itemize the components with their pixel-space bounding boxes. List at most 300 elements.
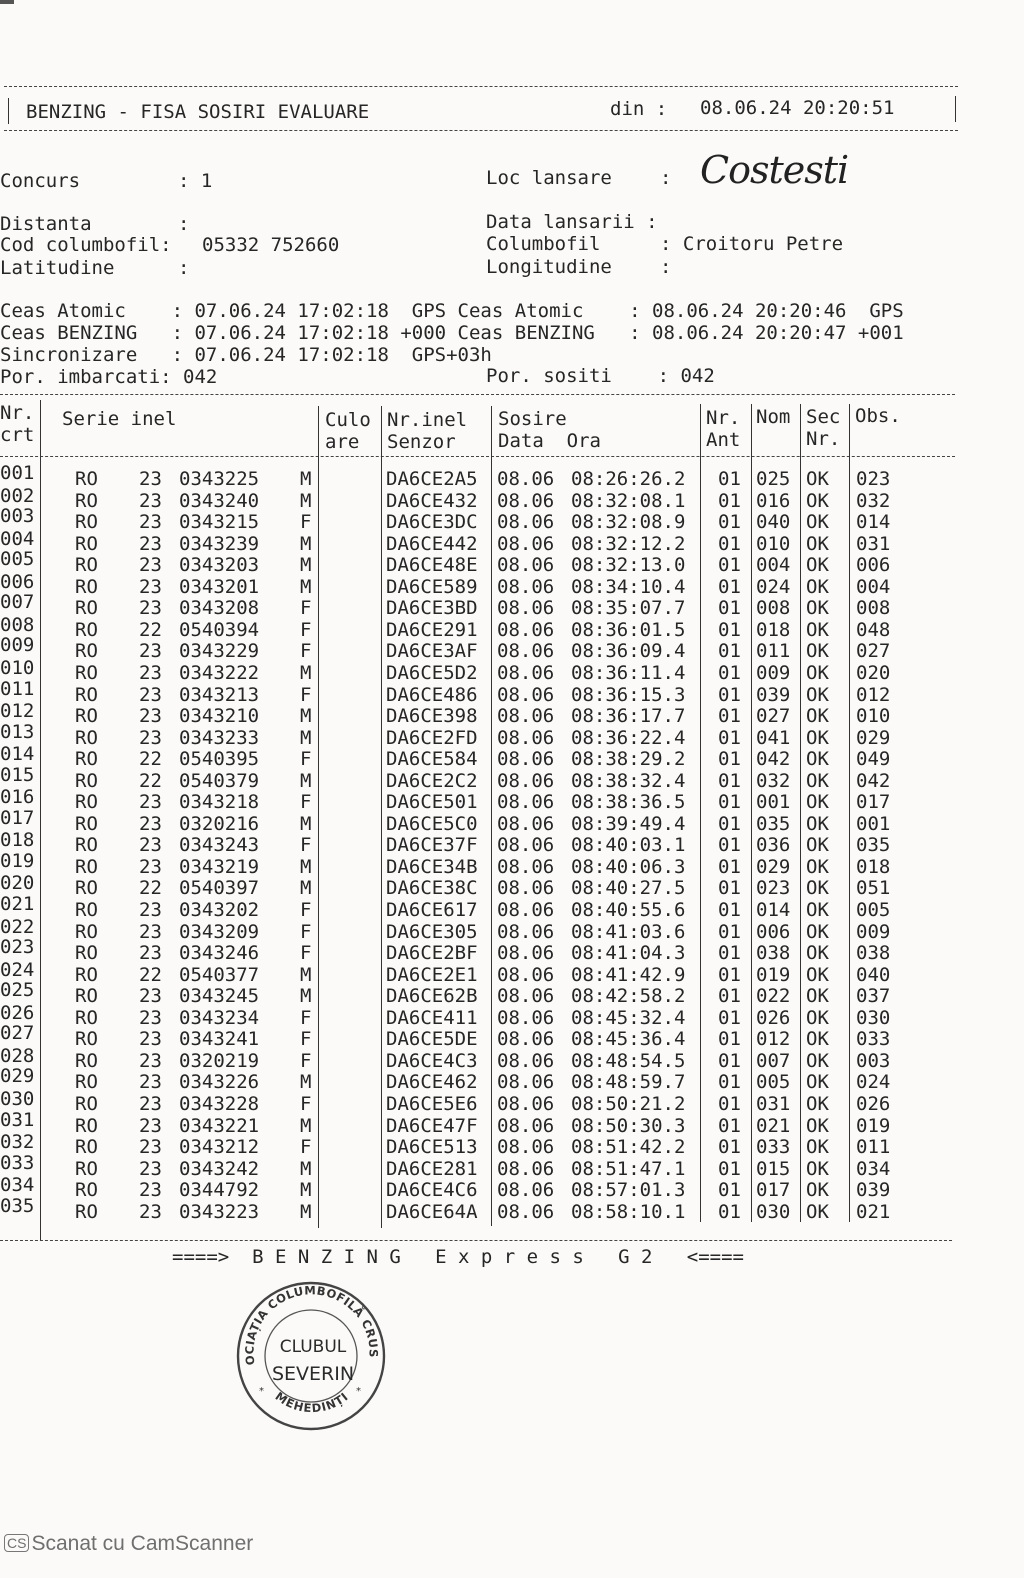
row-arrival-time: 08:40:55.6 — [571, 899, 686, 921]
row-obs: 042 — [856, 769, 891, 792]
row-sex: M — [300, 769, 312, 792]
row-arrival-date: 08.06 — [497, 963, 555, 986]
porumbei-sositi: Por. sositi : 042 — [486, 365, 715, 387]
row-nr: 034 — [0, 1174, 35, 1197]
col-nom-header: Nom — [756, 406, 791, 428]
table-row — [0, 1151, 1024, 1180]
row-obs: 034 — [856, 1157, 891, 1180]
row-ring-number: 0343229 — [179, 640, 260, 663]
row-sex: F — [300, 791, 312, 814]
row-country: RO — [75, 899, 98, 921]
row-sensor-id: DA6CE291 — [386, 618, 478, 641]
table-header-rule — [0, 456, 955, 457]
row-antenna: 01 — [718, 855, 741, 878]
row-nr: 026 — [0, 1001, 35, 1024]
row-arrival-date: 08.06 — [497, 855, 555, 878]
row-sex: F — [300, 834, 312, 857]
row-nr: 007 — [0, 591, 35, 614]
row-sec: OK — [806, 705, 829, 728]
row-arrival-date: 08.06 — [497, 705, 555, 728]
row-sec: OK — [806, 468, 829, 490]
row-nr: 003 — [0, 505, 35, 528]
row-sensor-id: DA6CE34B — [386, 855, 478, 878]
row-country: RO — [75, 532, 98, 555]
row-antenna: 01 — [718, 769, 741, 792]
row-sensor-id: DA6CE5DE — [386, 1028, 478, 1051]
row-nom: 015 — [756, 1157, 791, 1180]
row-sex: F — [300, 1049, 312, 1072]
row-sex: M — [300, 855, 312, 878]
row-antenna: 01 — [718, 1092, 741, 1115]
row-sex: F — [300, 618, 312, 641]
row-year: 23 — [139, 575, 162, 598]
row-sec: OK — [806, 575, 829, 598]
row-arrival-time: 08:35:07.7 — [571, 597, 686, 620]
row-nom: 036 — [756, 834, 791, 857]
row-antenna: 01 — [718, 597, 741, 620]
row-obs: 031 — [856, 532, 891, 555]
row-sex: M — [300, 554, 312, 577]
table-row — [0, 915, 1024, 943]
row-nr: 017 — [0, 806, 35, 829]
row-sensor-id: DA6CE486 — [386, 683, 478, 706]
row-country: RO — [75, 1092, 98, 1115]
row-nr: 025 — [0, 979, 35, 1002]
row-sec: OK — [806, 769, 829, 792]
col-nr-header-2: crt — [0, 424, 35, 446]
row-nom: 008 — [756, 597, 791, 620]
row-antenna: 01 — [718, 748, 741, 771]
row-sex: F — [300, 1028, 312, 1051]
row-ring-number: 0343225 — [179, 468, 260, 490]
col-ant-header-1: Nr. — [706, 407, 741, 429]
row-obs: 027 — [856, 640, 891, 663]
row-ring-number: 0343222 — [179, 661, 260, 684]
table-row — [0, 527, 1024, 555]
row-year: 23 — [139, 597, 162, 620]
row-sex: M — [300, 877, 312, 900]
latitudine-label: Latitudine — [0, 257, 115, 279]
row-obs: 012 — [856, 683, 891, 706]
row-sec: OK — [806, 661, 829, 684]
row-obs: 040 — [856, 963, 891, 986]
row-sensor-id: DA6CE513 — [386, 1136, 478, 1159]
row-sensor-id: DA6CE62B — [386, 985, 478, 1008]
table-row — [0, 849, 1024, 878]
row-nom: 038 — [756, 942, 791, 965]
row-year: 23 — [139, 1157, 162, 1180]
row-ring-number: 0343233 — [179, 726, 260, 749]
row-sensor-id: DA6CE38C — [386, 877, 478, 900]
row-sec: OK — [806, 683, 829, 706]
row-sec: OK — [806, 791, 829, 814]
row-arrival-time: 08:50:21.2 — [571, 1092, 686, 1115]
row-obs: 037 — [856, 985, 891, 1008]
ceas-atomic-line: Ceas Atomic : 07.06.24 17:02:18 GPS Ceas Atomic : 08.06.24 20:20:46 GPS — [0, 300, 904, 322]
row-sex: M — [300, 1179, 312, 1202]
row-obs: 033 — [856, 1028, 891, 1051]
row-sec: OK — [806, 1179, 829, 1202]
row-nr: 006 — [0, 570, 35, 593]
row-country: RO — [75, 618, 98, 641]
row-ring-number: 0540395 — [179, 748, 260, 771]
row-nom: 017 — [756, 1179, 791, 1202]
header-bottom-rule — [4, 130, 958, 131]
row-arrival-time: 08:48:59.7 — [571, 1071, 686, 1094]
row-year: 23 — [139, 985, 162, 1008]
row-obs: 021 — [856, 1200, 891, 1223]
row-obs: 003 — [856, 1049, 891, 1072]
col-ant-header-2: Ant — [706, 429, 741, 451]
row-sensor-id: DA6CE3BD — [386, 597, 478, 620]
loc-lansare-handwritten: Costesti — [700, 148, 849, 192]
row-sex: M — [300, 661, 312, 684]
row-nom: 031 — [756, 1092, 791, 1115]
row-arrival-date: 08.06 — [497, 1049, 555, 1072]
row-ring-number: 0343241 — [179, 1028, 260, 1051]
row-arrival-time: 08:57:01.3 — [571, 1179, 686, 1202]
row-ring-number: 0343221 — [179, 1114, 260, 1137]
row-arrival-time: 08:51:42.2 — [571, 1136, 686, 1159]
row-country: RO — [75, 468, 98, 490]
table-row — [0, 1087, 1024, 1115]
row-obs: 019 — [856, 1114, 891, 1137]
row-nom: 022 — [756, 985, 791, 1008]
row-nom: 016 — [756, 489, 791, 512]
row-arrival-date: 08.06 — [497, 726, 555, 749]
row-ring-number: 0343242 — [179, 1157, 260, 1180]
row-sex: F — [300, 683, 312, 706]
row-sex: M — [300, 532, 312, 555]
table-row — [0, 505, 1024, 534]
header-right-bar — [955, 96, 956, 122]
row-ring-number: 0343228 — [179, 1092, 260, 1115]
stamp-line-2: SEVERIN — [271, 1363, 355, 1385]
row-arrival-date: 08.06 — [497, 812, 555, 835]
row-arrival-time: 08:50:30.3 — [571, 1114, 686, 1137]
row-arrival-date: 08.06 — [497, 920, 555, 943]
row-antenna: 01 — [718, 985, 741, 1008]
row-nr: 011 — [0, 677, 35, 700]
row-arrival-date: 08.06 — [497, 554, 555, 577]
row-antenna: 01 — [718, 554, 741, 577]
row-obs: 020 — [856, 661, 891, 684]
row-antenna: 01 — [718, 1049, 741, 1072]
row-nr: 016 — [0, 786, 35, 809]
row-antenna: 01 — [718, 661, 741, 684]
row-antenna: 01 — [718, 683, 741, 706]
row-sensor-id: DA6CE411 — [386, 1006, 478, 1029]
row-arrival-time: 08:36:11.4 — [571, 661, 686, 684]
row-nr: 009 — [0, 634, 35, 657]
row-ring-number: 0343213 — [179, 683, 260, 706]
cod-columbofil-value: 05332 752660 — [202, 234, 340, 256]
row-sensor-id: DA6CE3AF — [386, 640, 478, 663]
row-sensor-id: DA6CE5D2 — [386, 661, 478, 684]
row-sec: OK — [806, 877, 829, 900]
row-obs: 026 — [856, 1092, 891, 1115]
row-nr: 035 — [0, 1194, 35, 1217]
row-arrival-time: 08:41:42.9 — [571, 963, 686, 986]
concurs-label: Concurs — [0, 170, 81, 192]
row-nom: 033 — [756, 1136, 791, 1159]
row-nom: 024 — [756, 575, 791, 598]
table-row — [0, 958, 1024, 986]
table-row — [0, 484, 1024, 512]
row-arrival-date: 08.06 — [497, 942, 555, 965]
row-nr: 020 — [0, 872, 35, 895]
row-nr: 032 — [0, 1131, 35, 1154]
col-serie-header: Serie inel — [62, 408, 177, 430]
row-nr: 031 — [0, 1108, 35, 1131]
row-sensor-id: DA6CE47F — [386, 1114, 478, 1137]
row-nr: 023 — [0, 936, 35, 959]
row-ring-number: 0343201 — [179, 575, 260, 598]
row-antenna: 01 — [718, 899, 741, 921]
row-nom: 021 — [756, 1114, 791, 1137]
row-obs: 017 — [856, 791, 891, 814]
row-arrival-date: 08.06 — [497, 877, 555, 900]
row-country: RO — [75, 661, 98, 684]
row-country: RO — [75, 834, 98, 857]
report-din-label: din : — [610, 98, 668, 120]
row-country: RO — [75, 1179, 98, 1202]
row-sensor-id: DA6CE2BF — [386, 942, 478, 965]
row-ring-number: 0540377 — [179, 963, 260, 986]
row-ring-number: 0343234 — [179, 1006, 260, 1029]
row-nom: 026 — [756, 1006, 791, 1029]
row-country: RO — [75, 769, 98, 792]
row-antenna: 01 — [718, 920, 741, 943]
row-nr: 001 — [0, 462, 35, 484]
row-arrival-time: 08:32:13.0 — [571, 554, 686, 577]
row-sec: OK — [806, 511, 829, 534]
report-datetime: 08.06.24 20:20:51 — [700, 97, 895, 119]
row-country: RO — [75, 855, 98, 878]
table-row — [0, 1044, 1024, 1072]
data-lansarii-label: Data lansarii : — [486, 211, 658, 233]
row-nr: 010 — [0, 656, 35, 679]
row-year: 23 — [139, 1071, 162, 1094]
row-obs: 004 — [856, 575, 891, 598]
row-obs: 048 — [856, 618, 891, 641]
col-nrinel-header-2: Senzor — [387, 431, 456, 453]
row-sec: OK — [806, 812, 829, 835]
row-ring-number: 0540379 — [179, 769, 260, 792]
row-arrival-date: 08.06 — [497, 1136, 555, 1159]
svg-text:MEHEDINȚI — [273, 1389, 352, 1415]
row-arrival-date: 08.06 — [497, 511, 555, 534]
row-obs: 029 — [856, 726, 891, 749]
row-year: 23 — [139, 640, 162, 663]
row-obs: 032 — [856, 489, 891, 512]
row-obs: 035 — [856, 834, 891, 857]
row-sec: OK — [806, 489, 829, 512]
row-arrival-time: 08:40:06.3 — [571, 855, 686, 878]
row-ring-number: 0343245 — [179, 985, 260, 1008]
row-country: RO — [75, 683, 98, 706]
row-arrival-time: 08:32:08.9 — [571, 511, 686, 534]
row-nom: 006 — [756, 920, 791, 943]
row-arrival-date: 08.06 — [497, 683, 555, 706]
row-country: RO — [75, 877, 98, 900]
row-sex: F — [300, 640, 312, 663]
row-year: 22 — [139, 963, 162, 986]
row-sex: M — [300, 812, 312, 835]
row-sec: OK — [806, 1200, 829, 1223]
row-sex: M — [300, 1200, 312, 1223]
table-row — [0, 979, 1024, 1008]
row-arrival-date: 08.06 — [497, 640, 555, 663]
row-obs: 014 — [856, 511, 891, 534]
row-sensor-id: DA6CE2A5 — [386, 468, 478, 490]
stamp-seal — [236, 1280, 386, 1432]
row-sensor-id: DA6CE5C0 — [386, 812, 478, 835]
row-nom: 039 — [756, 683, 791, 706]
row-nom: 035 — [756, 812, 791, 835]
row-arrival-time: 08:48:54.5 — [571, 1049, 686, 1072]
row-antenna: 01 — [718, 791, 741, 814]
table-row — [0, 613, 1024, 641]
table-row — [0, 700, 1024, 728]
header-top-rule — [4, 86, 958, 87]
col-nrinel-header-1: Nr.inel — [387, 409, 468, 431]
row-ring-number: 0320216 — [179, 812, 260, 835]
row-arrival-date: 08.06 — [497, 1028, 555, 1051]
row-sec: OK — [806, 640, 829, 663]
table-bottom-rule — [0, 1240, 952, 1241]
row-arrival-date: 08.06 — [497, 575, 555, 598]
row-year: 23 — [139, 834, 162, 857]
row-obs: 049 — [856, 748, 891, 771]
row-arrival-date: 08.06 — [497, 834, 555, 857]
row-nom: 018 — [756, 618, 791, 641]
row-year: 23 — [139, 661, 162, 684]
row-year: 23 — [139, 468, 162, 490]
table-row — [0, 720, 1024, 749]
row-sec: OK — [806, 899, 829, 921]
row-sec: OK — [806, 1028, 829, 1051]
porumbei-imbarcati: Por. imbarcati: 042 — [0, 366, 218, 388]
latitudine-value: : — [178, 257, 190, 279]
row-nom: 041 — [756, 726, 791, 749]
row-ring-number: 0344792 — [179, 1179, 260, 1202]
row-arrival-time: 08:38:36.5 — [571, 791, 686, 814]
row-year: 23 — [139, 554, 162, 577]
col-nr-header-1: Nr. — [0, 402, 35, 424]
row-obs: 051 — [856, 877, 891, 900]
row-antenna: 01 — [718, 489, 741, 512]
row-ring-number: 0343210 — [179, 705, 260, 728]
table-top-rule — [0, 394, 955, 395]
scan-mark — [0, 0, 14, 4]
row-sec: OK — [806, 855, 829, 878]
row-sec: OK — [806, 1006, 829, 1029]
col-sec-header-1: Sec — [806, 406, 841, 428]
row-sex: F — [300, 1092, 312, 1115]
row-antenna: 01 — [718, 1071, 741, 1094]
row-nr: 008 — [0, 613, 35, 636]
row-nom: 019 — [756, 963, 791, 986]
row-obs: 030 — [856, 1006, 891, 1029]
row-nom: 007 — [756, 1049, 791, 1072]
row-country: RO — [75, 1136, 98, 1159]
row-ring-number: 0343219 — [179, 855, 260, 878]
stamp-ring-top: OCIAȚIA COLUMBOFILĂ CRUS — [242, 1283, 381, 1367]
row-country: RO — [75, 1200, 98, 1223]
row-nom: 012 — [756, 1028, 791, 1051]
camscanner-text: Scanat cu CamScanner — [31, 1532, 254, 1555]
row-sec: OK — [806, 1049, 829, 1072]
row-sex: F — [300, 920, 312, 943]
row-nom: 009 — [756, 661, 791, 684]
row-sex: M — [300, 468, 312, 490]
row-country: RO — [75, 791, 98, 814]
row-obs: 006 — [856, 554, 891, 577]
row-arrival-date: 08.06 — [497, 532, 555, 555]
row-nom: 010 — [756, 532, 791, 555]
row-sec: OK — [806, 834, 829, 857]
distanta-value: : — [178, 213, 190, 235]
row-arrival-time: 08:51:47.1 — [571, 1157, 686, 1180]
row-antenna: 01 — [718, 1028, 741, 1051]
row-sensor-id: DA6CE4C6 — [386, 1179, 478, 1202]
row-sex: F — [300, 899, 312, 921]
row-country: RO — [75, 812, 98, 835]
row-nr: 014 — [0, 743, 35, 766]
concurs-value: : 1 — [178, 170, 213, 192]
ceas-benzing-line: Ceas BENZING : 07.06.24 17:02:18 +000 Ceas BENZING : 08.06.24 20:20:47 +001 — [0, 322, 904, 344]
row-sec: OK — [806, 985, 829, 1008]
header-left-bar — [8, 98, 9, 124]
row-arrival-date: 08.06 — [497, 1157, 555, 1180]
row-sensor-id: DA6CE5E6 — [386, 1092, 478, 1115]
row-sec: OK — [806, 597, 829, 620]
row-arrival-date: 08.06 — [497, 468, 555, 490]
row-sensor-id: DA6CE501 — [386, 791, 478, 814]
row-arrival-time: 08:41:03.6 — [571, 920, 686, 943]
row-antenna: 01 — [718, 532, 741, 555]
row-nom: 011 — [756, 640, 791, 663]
row-ring-number: 0320219 — [179, 1049, 260, 1072]
row-ring-number: 0343226 — [179, 1071, 260, 1094]
row-antenna: 01 — [718, 1157, 741, 1180]
row-year: 23 — [139, 1114, 162, 1137]
table-row — [0, 1108, 1024, 1137]
row-obs: 008 — [856, 597, 891, 620]
row-arrival-time: 08:45:32.4 — [571, 1006, 686, 1029]
row-antenna: 01 — [718, 812, 741, 835]
row-year: 23 — [139, 532, 162, 555]
row-nr: 002 — [0, 484, 35, 507]
row-arrival-date: 08.06 — [497, 791, 555, 814]
row-arrival-time: 08:41:04.3 — [571, 942, 686, 965]
row-ring-number: 0343218 — [179, 791, 260, 814]
row-country: RO — [75, 705, 98, 728]
table-row — [0, 893, 1024, 921]
row-sec: OK — [806, 532, 829, 555]
row-year: 22 — [139, 877, 162, 900]
longitudine-value: : — [660, 256, 672, 278]
row-year: 23 — [139, 705, 162, 728]
col-sosire-header-1: Sosire — [498, 408, 567, 430]
row-sec: OK — [806, 726, 829, 749]
table-row — [0, 1065, 1024, 1094]
row-nom: 027 — [756, 705, 791, 728]
row-year: 22 — [139, 748, 162, 771]
table-row — [0, 1022, 1024, 1051]
row-ring-number: 0343240 — [179, 489, 260, 512]
